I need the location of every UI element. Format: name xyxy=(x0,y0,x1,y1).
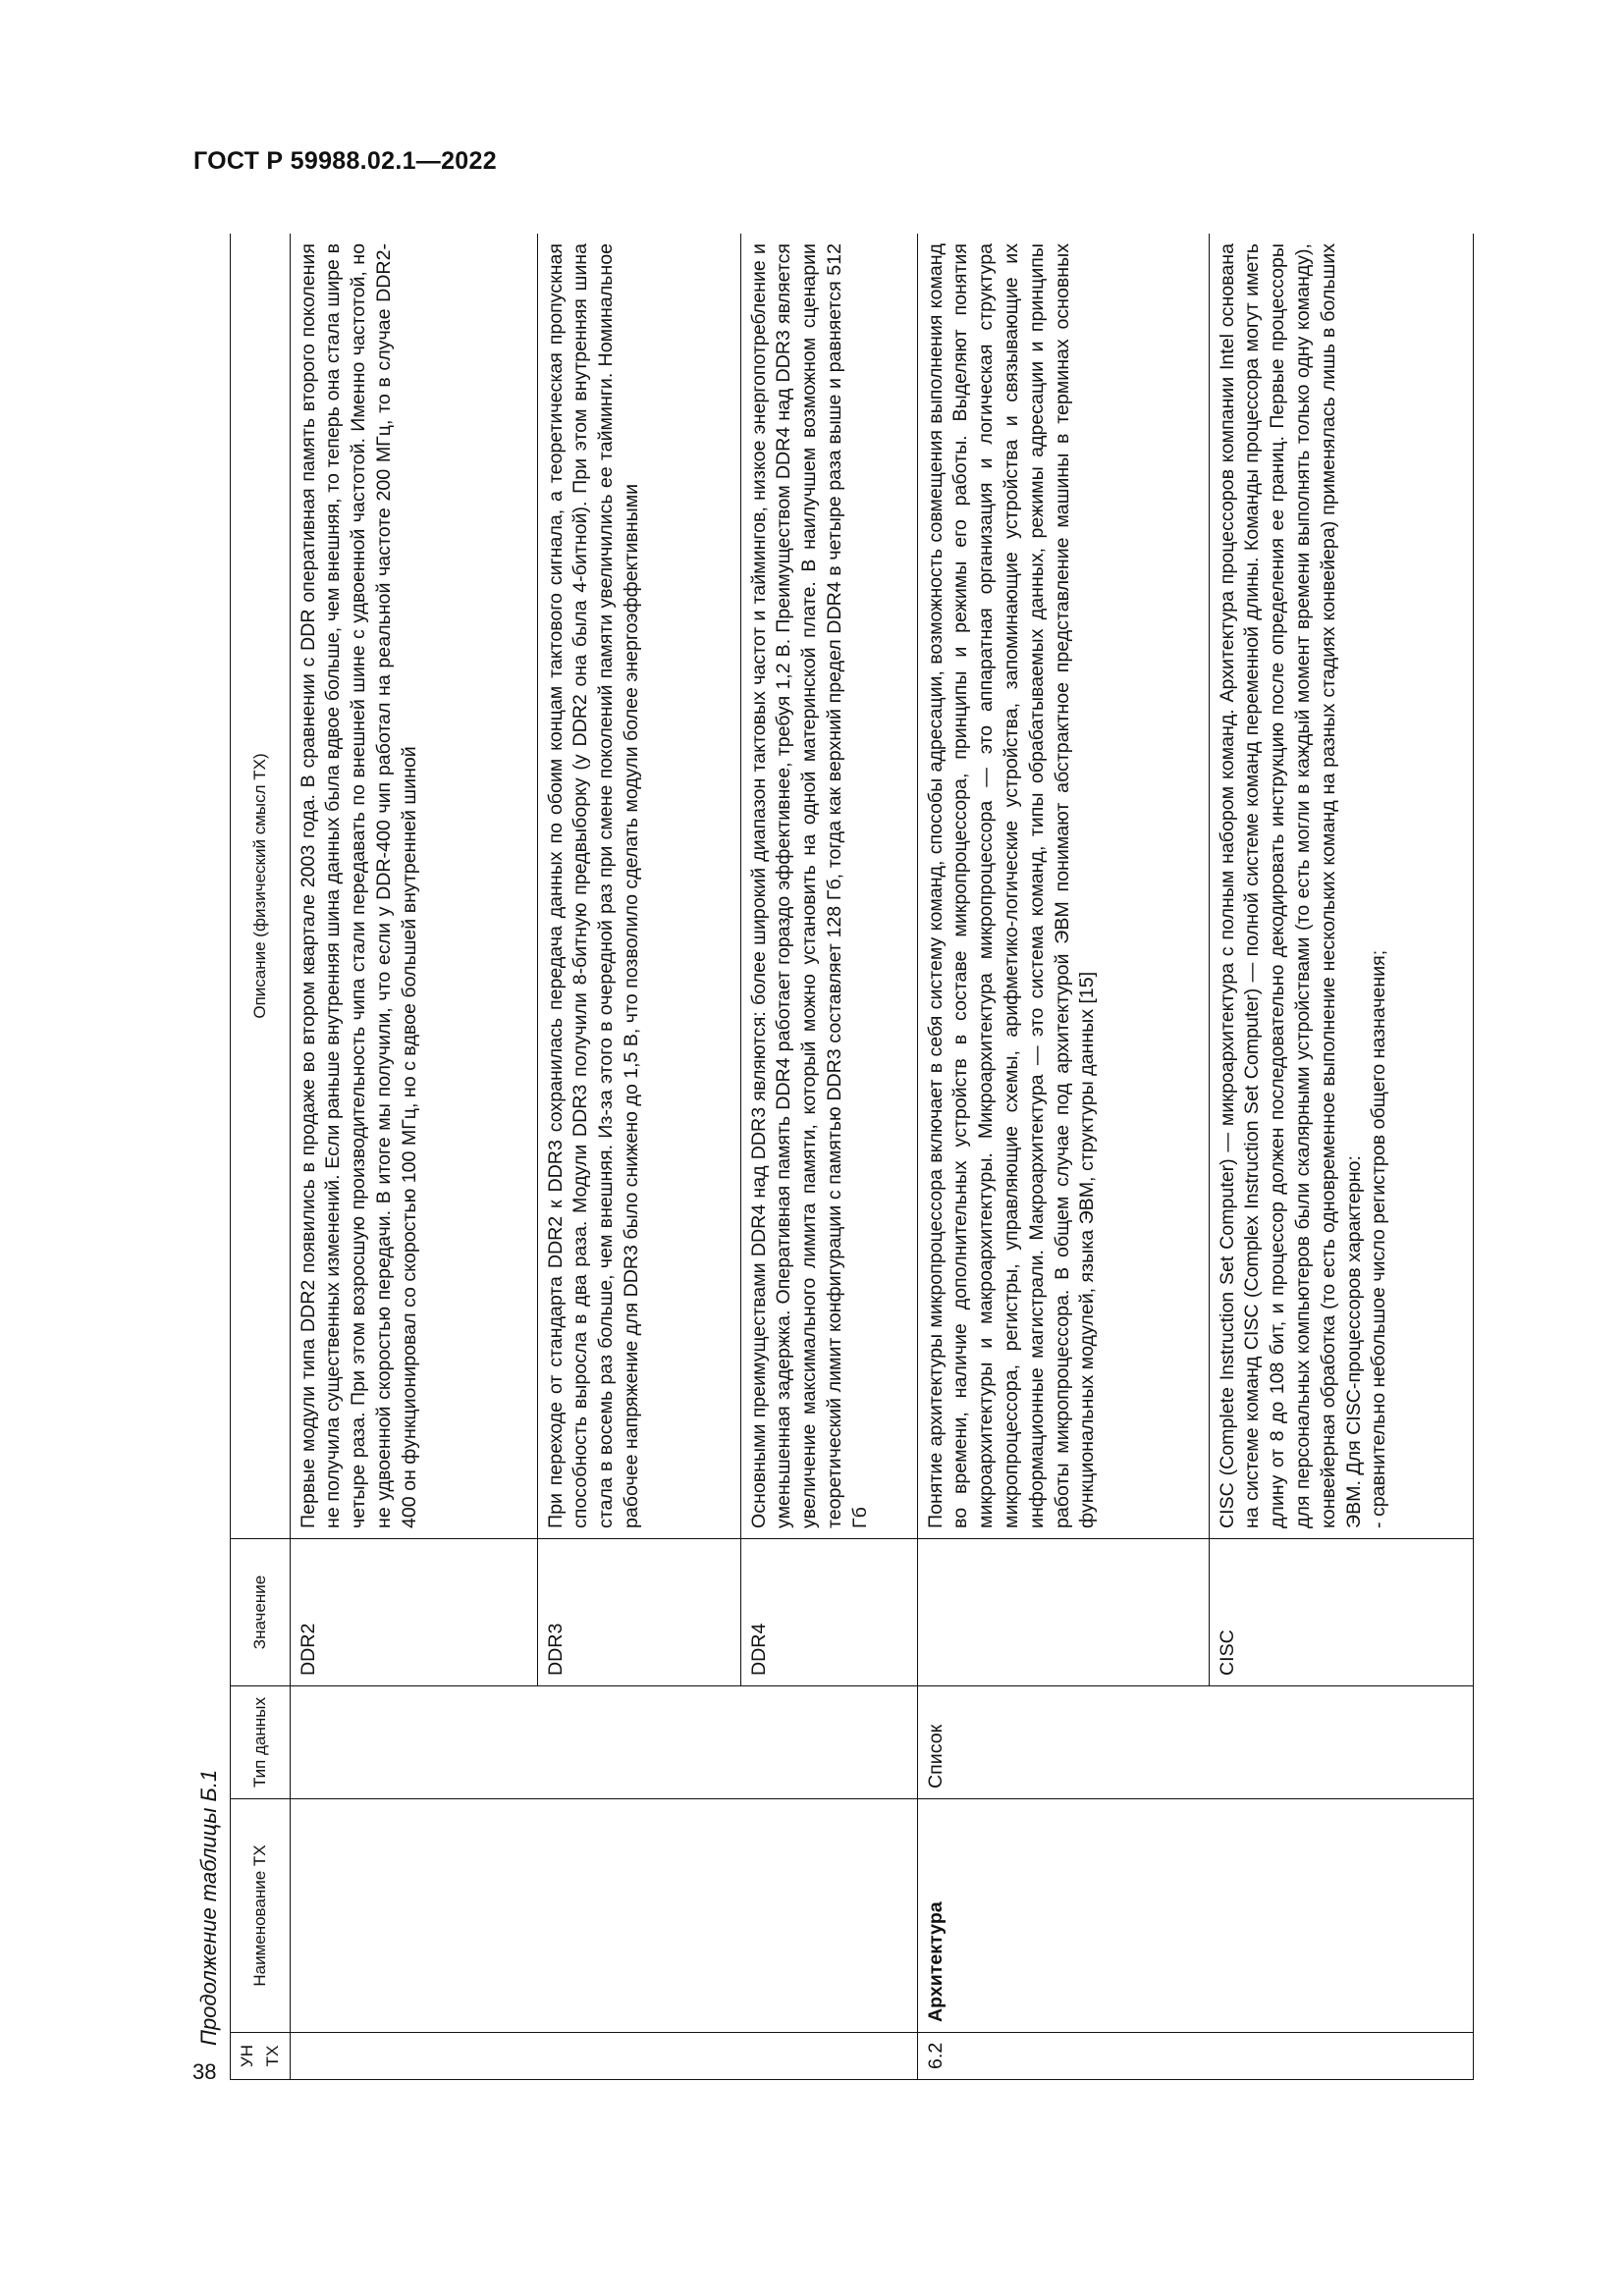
table-row xyxy=(917,234,1209,2080)
rotated-table-frame xyxy=(230,234,1474,2080)
cell-type xyxy=(537,1686,740,1799)
cell-value: CISC xyxy=(1209,1539,1473,1686)
cell-value: DDR3 xyxy=(537,1539,740,1686)
table-row xyxy=(740,234,917,2080)
table-header-row xyxy=(231,234,291,2080)
cell-type: Список xyxy=(917,1686,1209,1799)
cell-un xyxy=(1209,2033,1473,2080)
cell-un xyxy=(537,2033,740,2080)
col-header-un: УН ТХ xyxy=(231,2033,291,2080)
cell-description: При переходе от стандарта DDR2 к DDR3 сохранилась передача данных по обоим концам тактового сигнала, а теоретическая пропускная способность выросла в два раза. Модули DDR3 получили 8-битную предвыборку (у DDR2 она была 4-битной). При этом внутренняя шина стала в восемь раз больше, чем внешняя. Из-за этого в очередной раз при смене поколений памяти увеличились ее тайминги. Номинальное рабочее напряжение для DDR3 было снижено до 1,5 В, что позволило сделать модули более энергоэффективными xyxy=(537,234,740,1539)
cell-name: Архитектура xyxy=(917,1799,1209,2033)
col-header-name: Наименование ТХ xyxy=(231,1799,291,2033)
cell-un xyxy=(740,2033,917,2080)
table-container xyxy=(230,234,1474,2080)
cell-name xyxy=(1209,1799,1473,2033)
cell-name xyxy=(290,1799,537,2033)
table-caption: Продолжение таблицы Б.1 xyxy=(196,1769,221,2046)
description-text: CISC (Complete Instruction Set Computer) — микроархитектура с полным набором команд. Архитектура процессоров компании Intel основана на системе команд CISC (Complex Instruction Set Computer) — полной системе команд переменной длины. Команды процессора могут иметь длину от 8 до 108 бит, и процессор должен последовательно декодировать инструкцию после определения ее границ. Первые процессоры для персональных компьютеров были скалярными устройствами (то есть могли в каждый момент времени выполнять только одну команду), конвейерная обработка (то есть одновременное выполнение нескольких команд на разных стадиях конвейера) применялась лишь в больших ЭВМ. Для CISC-процессоров характерно: xyxy=(1216,243,1365,1528)
cell-type xyxy=(1209,1686,1473,1799)
description-list-item: - сравнительно небольшое число регистров общего назначения; xyxy=(1368,949,1390,1528)
col-header-description: Описание (физический смысл ТХ) xyxy=(231,234,291,1539)
table-row xyxy=(290,234,537,2080)
document-header: ГОСТ Р 59988.02.1—2022 xyxy=(193,147,497,175)
col-header-type: Тип данных xyxy=(231,1686,291,1799)
table-row xyxy=(537,234,740,2080)
cell-description xyxy=(1209,234,1473,1539)
table-row xyxy=(1209,234,1473,2080)
cell-type xyxy=(740,1686,917,1799)
cell-description: Первые модули типа DDR2 появились в продаже во втором квартале 2003 года. В сравнении с DDR оперативная память второго поколения не получила существенных изменений. Если раньше внутренняя шина данных была вдвое больше, чем внешняя, то теперь она стала шире в четыре раза. При этом возросшую производительность чипа стали передавать по внешней шине с удвоенной частотой. Именно частотой, но не удвоенной скоростью передачи. В итоге мы получили, что если у DDR-400 чип работал на реальной частоте 200 МГц, то в случае DDR2-400 он функционировал со скоростью 100 МГц, но с вдвое большей внутренней шиной xyxy=(290,234,537,1539)
characteristics-table xyxy=(230,234,1474,2080)
cell-value: DDR2 xyxy=(290,1539,537,1686)
cell-un xyxy=(290,2033,537,2080)
cell-type xyxy=(290,1686,537,1799)
cell-value xyxy=(917,1539,1209,1686)
cell-value: DDR4 xyxy=(740,1539,917,1686)
page-number: 38 xyxy=(192,2059,217,2084)
cell-description: Понятие архитектуры микропроцессора включает в себя систему команд, способы адресации, возможность совмещения выполнения команд во времени, наличие дополнительных устройств в составе микропроцессора, принципы и режимы его работы. Выделяют понятия микроархитектуры и макроархитектуры. Микроархитектура микропроцессора — это аппаратная организация и логическая структура микропроцессора, регистры, управляющие схемы, арифметико-логические устройства, запоминающие устройства и связывающие их информационные магистрали. Макроархитектура — это система команд, типы обрабатываемых данных, режимы адресации и принципы работы микропроцессора. В общем случае под архитектурой ЭВМ понимают абстрактное представление машины в терминах основных функциональных модулей, языка ЭВМ, структуры данных [15] xyxy=(917,234,1209,1539)
cell-description: Основными преимуществами DDR4 над DDR3 являются: более широкий диапазон тактовых частот и таймингов, низкое энергопотребление и уменьшенная задержка. Оперативная память DDR4 работает гораздо эффективнее, требуя 1,2 В. Преимуществом DDR4 над DDR3 является увеличение максимального лимита памяти, который можно установить на одной материнской плате. В наилучшем возможном сценарии теоретический лимит конфигурации с памятью DDR3 составляет 128 Гб, тогда как верхний предел DDR4 в четыре раза выше и равняется 512 Гб xyxy=(740,234,917,1539)
cell-un: 6.2 xyxy=(917,2033,1209,2080)
cell-name xyxy=(740,1799,917,2033)
cell-name xyxy=(537,1799,740,2033)
col-header-value: Значение xyxy=(231,1539,291,1686)
